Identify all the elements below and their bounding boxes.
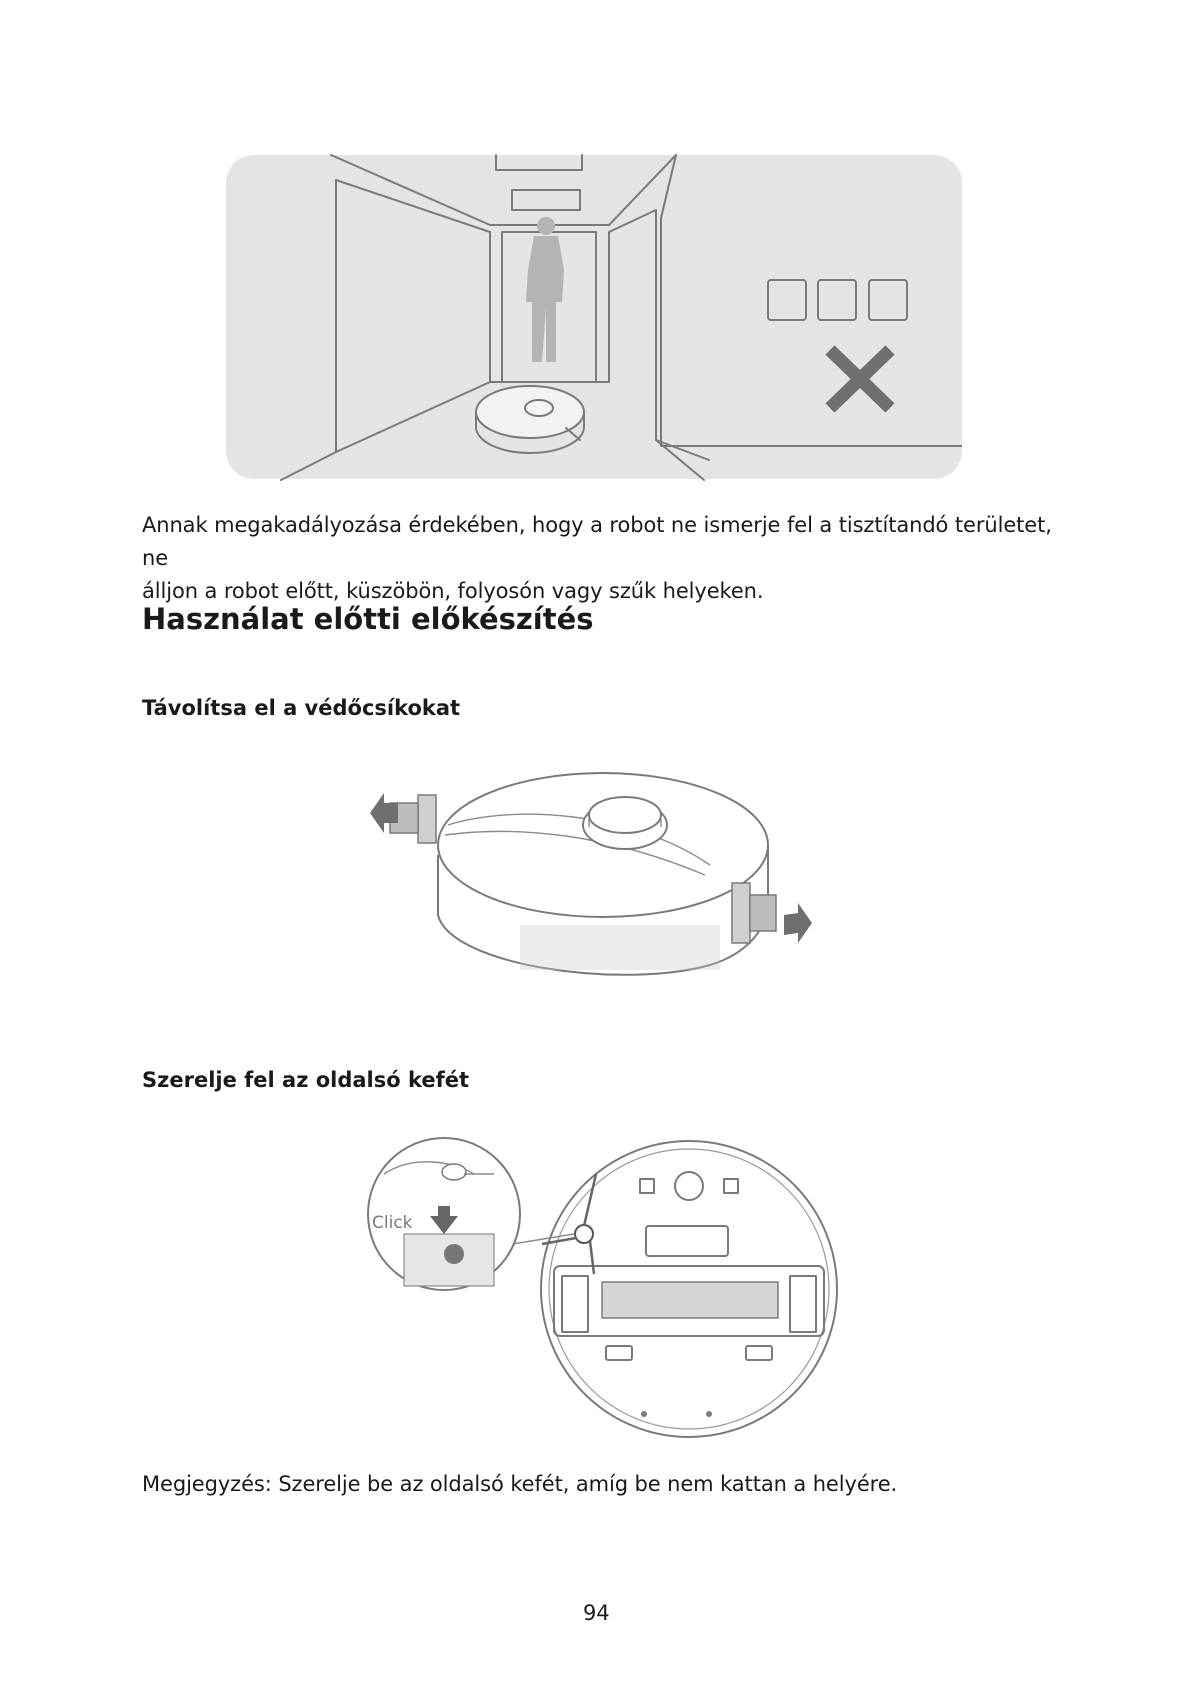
section-title-remove-strips: Távolítsa el a védőcsíkokat <box>142 696 461 720</box>
figure-side-brush-install <box>364 1134 848 1444</box>
paragraph-warning <box>142 509 1062 608</box>
figure-robot-protective-strips <box>370 765 830 990</box>
page-number: 94 <box>583 1601 610 1625</box>
page-heading: Használat előtti előkészítés <box>142 602 594 636</box>
click-label: Click <box>372 1213 413 1233</box>
arrow-right-icon <box>784 903 812 943</box>
paragraph-line-1: Annak megakadályozása érdekében, hogy a robot ne ismerje fel a tisztítandó területet, ne <box>142 513 1052 570</box>
figure-hallway <box>226 150 962 482</box>
section-title-side-brush: Szerelje fel az oldalsó kefét <box>142 1068 470 1092</box>
paragraph-line-2: álljon a robot előtt, küszöbön, folyosón vagy szűk helyeken. <box>142 579 764 603</box>
note-text: Megjegyzés: Szerelje be az oldalsó kefét, amíg be nem kattan a helyére. <box>142 1472 898 1496</box>
